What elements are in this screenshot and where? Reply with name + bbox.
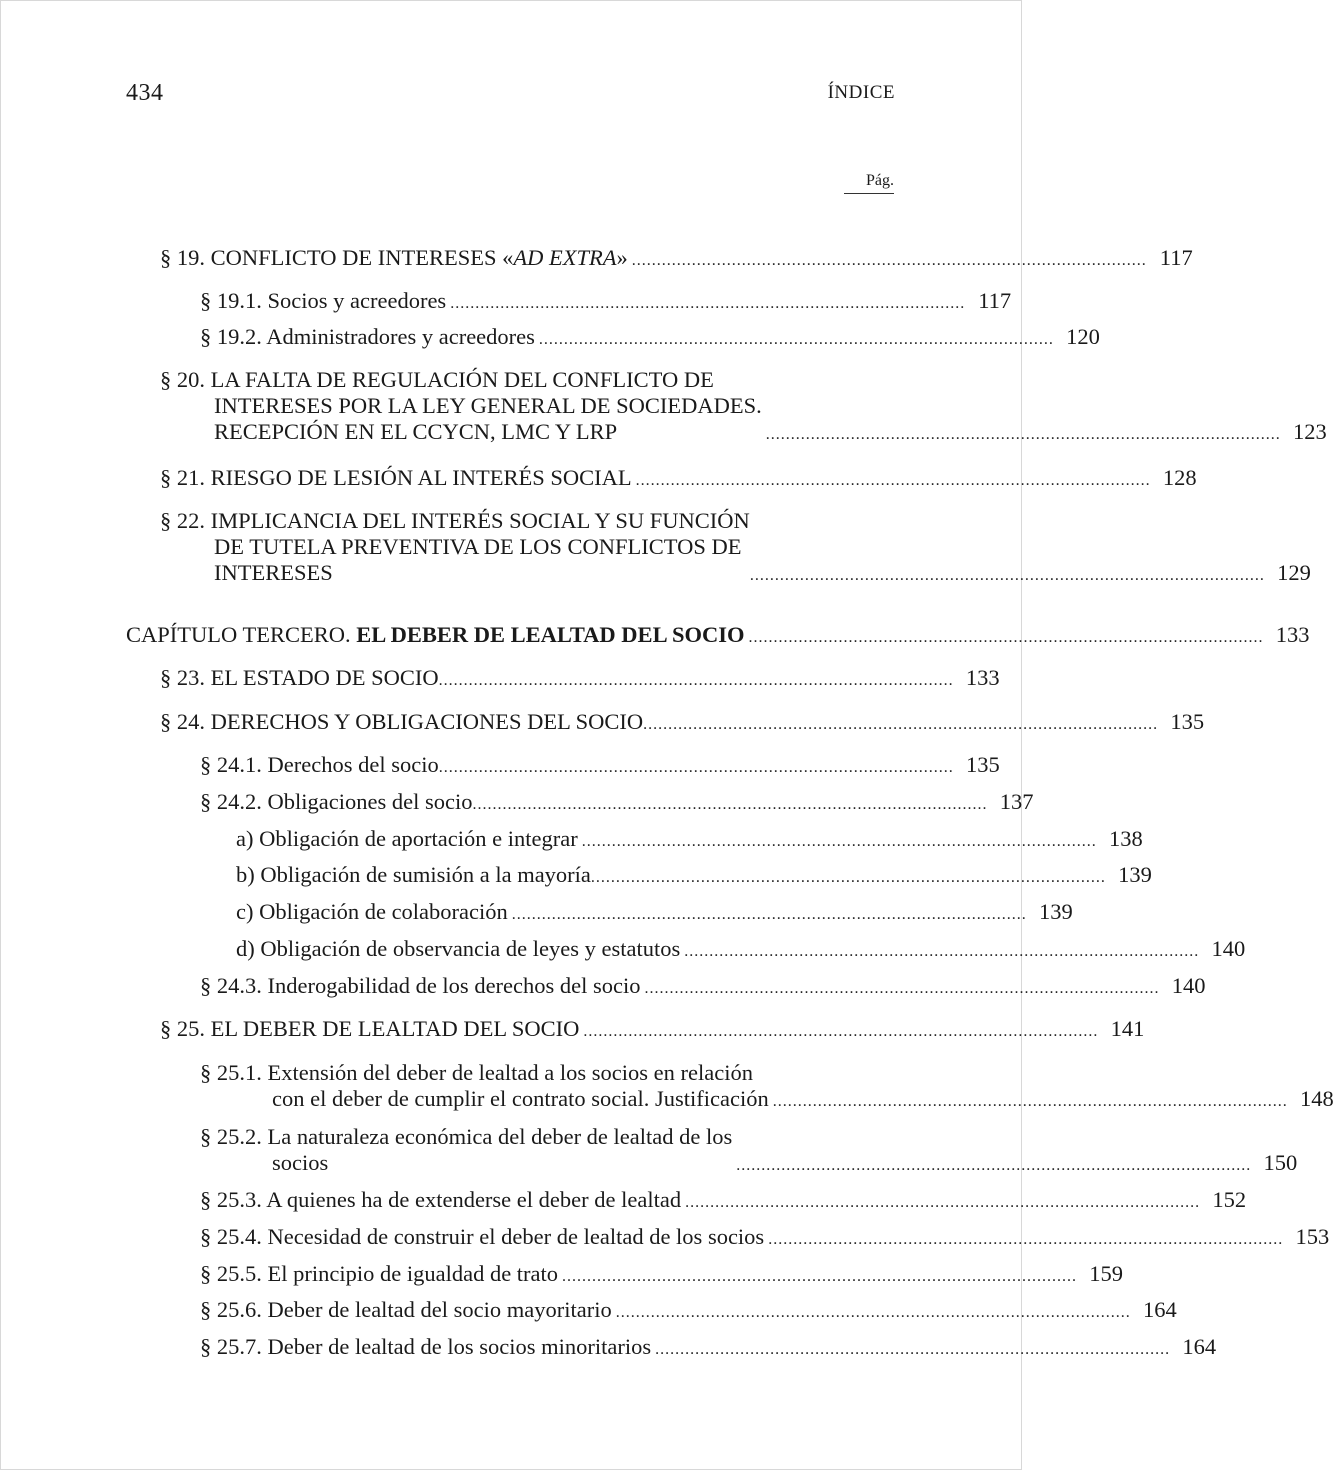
toc-entry-text: § 24.1. Derechos del socio bbox=[200, 752, 439, 777]
toc-entry-23[interactable] bbox=[160, 665, 1000, 691]
toc-entry-25[interactable] bbox=[160, 1016, 1145, 1042]
toc-entry-text: § 21. RIESGO DE LESIÓN AL INTERÉS SOCIAL bbox=[160, 465, 632, 490]
toc-entry-24-1[interactable] bbox=[200, 752, 1000, 778]
toc-entry-text: DE TUTELA PREVENTIVA DE LOS CONFLICTOS DE bbox=[214, 534, 742, 559]
dot-leader: ....................................................................................................... bbox=[562, 1268, 1078, 1285]
toc-page-number: 148 bbox=[1299, 1086, 1334, 1111]
toc-entry-text: RECEPCIÓN EN EL CCYCN, LMC Y LRP bbox=[214, 419, 618, 444]
dot-leader: ....................................................................................................... bbox=[590, 869, 1106, 886]
toc-page-number: 138 bbox=[1108, 826, 1143, 851]
dot-leader: ....................................................................................................... bbox=[643, 716, 1159, 733]
toc-page-number: 129 bbox=[1277, 560, 1311, 585]
dot-leader: ....................................................................................................... bbox=[685, 1194, 1201, 1211]
dot-leader: ....................................................................................................... bbox=[583, 1023, 1099, 1040]
dot-leader: ....................................................................................................... bbox=[748, 629, 1264, 646]
toc-entry-text: § 24.2. Obligaciones del socio bbox=[200, 789, 473, 814]
toc-entry-22[interactable] bbox=[160, 508, 1311, 586]
toc-entry-25-1[interactable] bbox=[200, 1060, 1334, 1112]
toc-entry-text-italic: AD EXTRA bbox=[513, 245, 617, 270]
toc-entry-text: § 25.3. A quienes ha de extenderse el deber de lealtad bbox=[200, 1187, 682, 1212]
toc-entry-25-4[interactable] bbox=[200, 1224, 1330, 1250]
toc-page-number: 139 bbox=[1118, 862, 1152, 887]
toc-page-number: 128 bbox=[1162, 465, 1197, 490]
toc-page-number: 150 bbox=[1263, 1150, 1298, 1175]
toc-entry-24-2-a[interactable] bbox=[236, 826, 1143, 852]
toc-page-number: 159 bbox=[1089, 1261, 1124, 1286]
toc-entry-text: § 22. IMPLICANCIA DEL INTERÉS SOCIAL Y SU FUNCIÓN bbox=[160, 508, 750, 533]
toc-page-number: 133 bbox=[965, 665, 1000, 690]
toc-page-number: 137 bbox=[999, 789, 1034, 814]
running-header: ÍNDICE bbox=[827, 82, 895, 103]
toc-entry-text: § 25.2. La naturaleza económica del deber de lealtad de los bbox=[200, 1124, 733, 1149]
toc-entry-25-6[interactable] bbox=[200, 1297, 1177, 1323]
dot-leader: ....................................................................................................... bbox=[615, 1304, 1131, 1321]
toc-entry-text: b) Obligación de sumisión a la mayoría bbox=[236, 862, 591, 887]
dot-leader: ....................................................................................................... bbox=[736, 1157, 1252, 1174]
toc-entry-25-5[interactable] bbox=[200, 1261, 1124, 1287]
toc-page-number: 141 bbox=[1110, 1016, 1145, 1041]
toc-page-number: 139 bbox=[1039, 899, 1073, 924]
toc-entry-24[interactable] bbox=[160, 709, 1205, 735]
toc-entry-text: § 20. LA FALTA DE REGULACIÓN DEL CONFLICTO DE bbox=[160, 367, 714, 392]
dot-leader: ....................................................................................................... bbox=[635, 472, 1151, 489]
dot-leader: ....................................................................................................... bbox=[631, 252, 1147, 269]
toc-page-number: 135 bbox=[965, 752, 1000, 777]
toc-page-number: 164 bbox=[1143, 1297, 1177, 1322]
toc-page-number: 135 bbox=[1170, 709, 1205, 734]
dot-leader: ....................................................................................................... bbox=[765, 426, 1281, 443]
toc-entry-text: § 19.1. Socios y acreedores bbox=[200, 288, 447, 313]
toc-page-number: 153 bbox=[1295, 1224, 1330, 1249]
pag-column-label: Pág. bbox=[844, 172, 894, 194]
dot-leader: ....................................................................................................... bbox=[538, 331, 1054, 348]
toc-entry-25-7[interactable] bbox=[200, 1334, 1217, 1360]
toc-entry-text: § 24. DERECHOS Y OBLIGACIONES DEL SOCIO bbox=[160, 709, 644, 734]
toc-entry-24-2[interactable] bbox=[200, 789, 1034, 815]
dot-leader: ....................................................................................................... bbox=[644, 980, 1160, 997]
page-number: 434 bbox=[126, 80, 164, 106]
toc-entry-21[interactable] bbox=[160, 465, 1197, 491]
dot-leader: ....................................................................................................... bbox=[749, 567, 1265, 584]
toc-page-number: 164 bbox=[1182, 1334, 1217, 1359]
dot-leader: ....................................................................................................... bbox=[581, 833, 1097, 850]
toc-page-number: 117 bbox=[1159, 245, 1193, 270]
toc-entry-text: d) Obligación de observancia de leyes y estatutos bbox=[236, 936, 681, 961]
toc-entry-text: § 19. CONFLICTO DE INTERESES « bbox=[160, 245, 514, 270]
toc-page-number: 140 bbox=[1211, 936, 1246, 961]
toc-entry-text: a) Obligación de aportación e integrar bbox=[236, 826, 578, 851]
toc-entry-19[interactable] bbox=[160, 245, 1193, 271]
toc-entry-text: con el deber de cumplir el contrato social. Justificación bbox=[272, 1086, 769, 1111]
toc-entry-text: INTERESES bbox=[214, 560, 333, 585]
toc-page-number: 120 bbox=[1066, 324, 1100, 349]
dot-leader: ....................................................................................................... bbox=[511, 906, 1027, 923]
toc-entry-24-2-c[interactable] bbox=[236, 899, 1073, 925]
dot-leader: ....................................................................................................... bbox=[768, 1231, 1284, 1248]
toc-entry-text: § 25.6. Deber de lealtad del socio mayoritario bbox=[200, 1297, 612, 1322]
toc-entry-24-2-d[interactable] bbox=[236, 936, 1246, 962]
dot-leader: ....................................................................................................... bbox=[450, 295, 966, 312]
toc-page-number: 152 bbox=[1212, 1187, 1247, 1212]
toc-entry-text: » bbox=[616, 245, 628, 270]
toc-entry-text: § 23. EL ESTADO DE SOCIO bbox=[160, 665, 439, 690]
toc-entry-text: socios bbox=[272, 1150, 329, 1175]
chapter-label: CAPÍTULO TERCERO. bbox=[126, 622, 351, 647]
toc-entry-text: § 25.7. Deber de lealtad de los socios minoritarios bbox=[200, 1334, 652, 1359]
toc-entry-25-2[interactable] bbox=[200, 1124, 1298, 1176]
toc-entry-text: § 24.3. Inderogabilidad de los derechos del socio bbox=[200, 973, 641, 998]
toc-chapter-3[interactable] bbox=[126, 622, 1310, 648]
dot-leader: ....................................................................................................... bbox=[438, 672, 954, 689]
chapter-title: EL DEBER DE LEALTAD DEL SOCIO bbox=[356, 622, 745, 647]
toc-entry-text: § 19.2. Administradores y acreedores bbox=[200, 324, 535, 349]
toc-page-number: 117 bbox=[978, 288, 1012, 313]
toc-page-number: 123 bbox=[1292, 419, 1327, 444]
dot-leader: ....................................................................................................... bbox=[438, 759, 954, 776]
toc-entry-text: c) Obligación de colaboración bbox=[236, 899, 508, 924]
toc-entry-text: § 25.1. Extensión del deber de lealtad a los socios en relación bbox=[200, 1060, 753, 1085]
toc-entry-25-3[interactable] bbox=[200, 1187, 1247, 1213]
dot-leader: ....................................................................................................... bbox=[655, 1341, 1171, 1358]
toc-entry-text: INTERESES POR LA LEY GENERAL DE SOCIEDADES. bbox=[214, 393, 762, 418]
toc-entry-19-2[interactable] bbox=[200, 324, 1100, 350]
dot-leader: ....................................................................................................... bbox=[772, 1093, 1288, 1110]
toc-entry-20[interactable] bbox=[160, 367, 1327, 445]
toc-entry-text: § 25.4. Necesidad de construir el deber de lealtad de los socios bbox=[200, 1224, 765, 1249]
toc-entry-text: § 25.5. El principio de igualdad de trato bbox=[200, 1261, 559, 1286]
dot-leader: ....................................................................................................... bbox=[684, 943, 1200, 960]
toc-page-number: 133 bbox=[1275, 622, 1310, 647]
toc-entry-text: § 25. EL DEBER DE LEALTAD DEL SOCIO bbox=[160, 1016, 580, 1041]
dot-leader: ....................................................................................................... bbox=[472, 796, 988, 813]
toc-page-number: 140 bbox=[1171, 973, 1206, 998]
toc-entry-19-1[interactable] bbox=[200, 288, 1012, 314]
toc-entry-24-2-b[interactable] bbox=[236, 862, 1152, 888]
toc-entry-24-3[interactable] bbox=[200, 973, 1206, 999]
